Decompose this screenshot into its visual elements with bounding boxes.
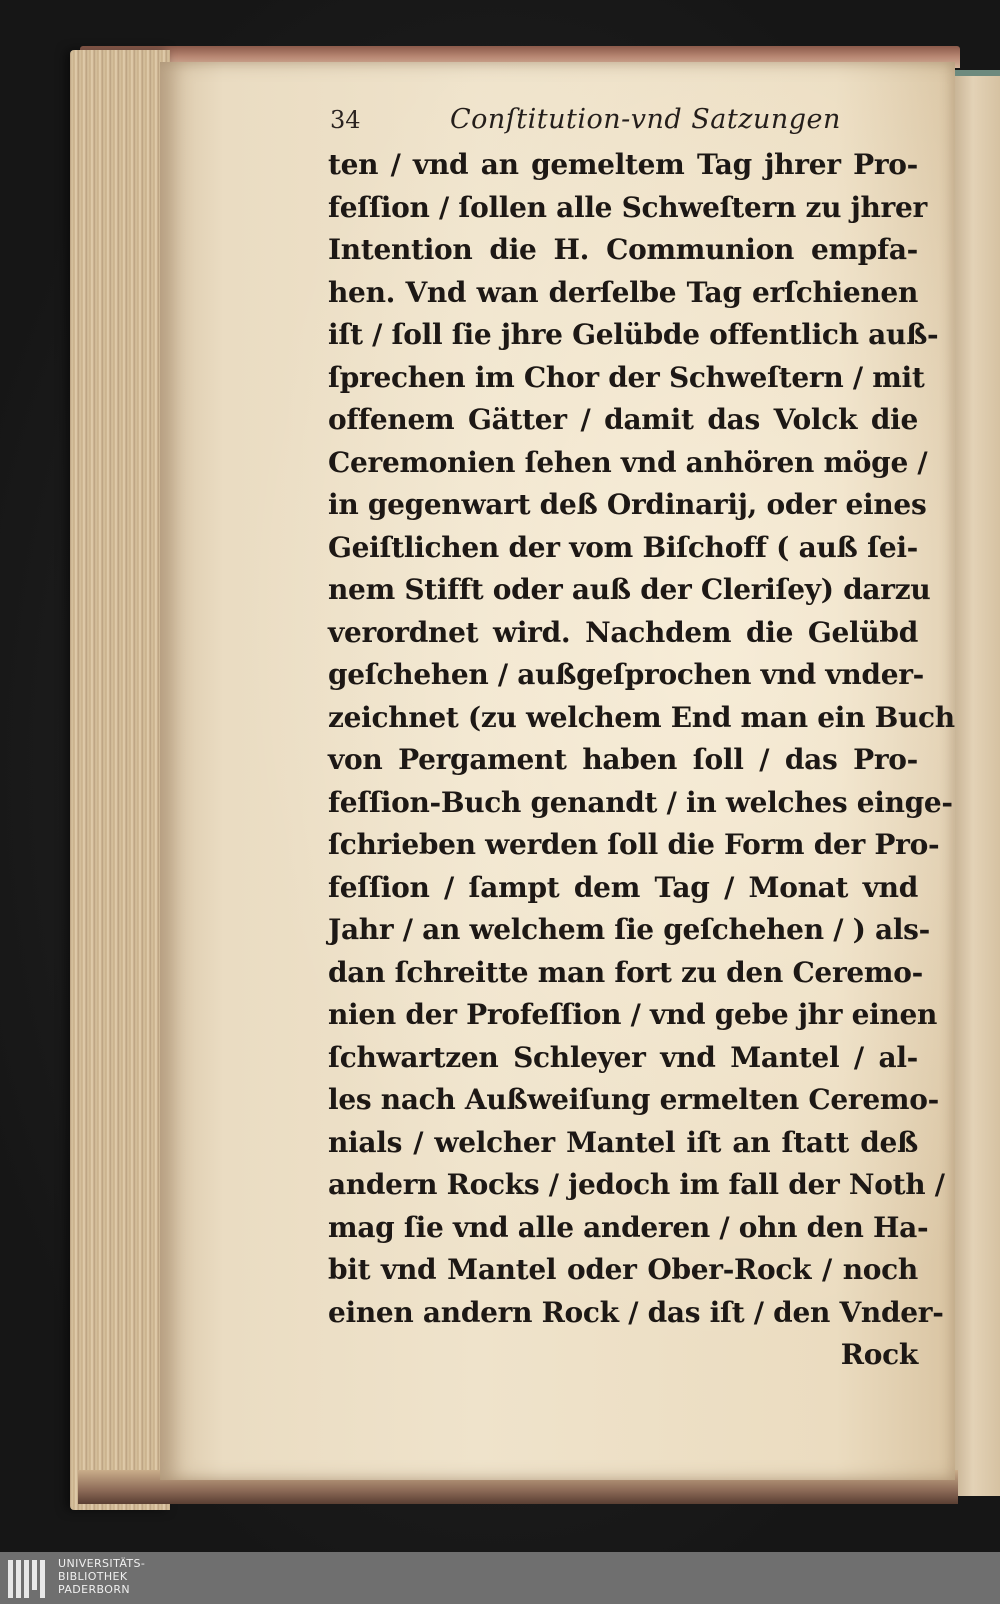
text-line: feſſion / ſollen alle Schweſtern zu jhrer (328, 190, 927, 224)
text-line: ſprechen im Chor der Schweſtern / mit (328, 360, 925, 394)
library-logo-icon (8, 1560, 48, 1598)
text-line: ſchrieben werden ſoll die Form der Pro- (328, 828, 940, 861)
text-line: les nach Außweiſung ermelten Ceremo- (328, 1083, 939, 1116)
text-line: ten / vnd an gemeltem Tag jhrer Pro- (328, 148, 918, 181)
text-block (328, 144, 955, 1377)
text-line: zeichnet (zu welchem End man ein Buch (328, 700, 955, 734)
library-logo-text (58, 1557, 145, 1596)
text-line: von Pergament haben ſoll / das Pro- (328, 743, 918, 776)
book-page (160, 62, 955, 1480)
text-line: iſt / ſoll ſie jhre Gelübde offentlich auß- (328, 318, 939, 351)
text-line: mag ſie vnd alle anderen / ohn den Ha- (328, 1210, 929, 1244)
text-line: Ceremonien ſehen vnd anhören möge / (328, 445, 928, 479)
text-line: nials / welcher Mantel iſt an ſtatt deß (328, 1125, 918, 1159)
logo-line-2: BIBLIOTHEK (58, 1570, 128, 1583)
text-line: hen. Vnd wan derſelbe Tag erſchienen (328, 275, 918, 309)
text-line: nem Stifft oder auß der Cleriſey) darzu (328, 573, 931, 606)
catchword: Rock (840, 1338, 918, 1371)
logo-line-1: UNIVERSITÄTS- (58, 1557, 146, 1570)
text-line: verordnet wird. Nachdem die Gelübd (328, 615, 918, 649)
text-line: in gegenwart deß Ordinarij, oder eines (328, 488, 927, 521)
library-footer (0, 1552, 1000, 1604)
text-line: andern Rocks / jedoch im fall der Noth / (328, 1168, 945, 1201)
text-line: feſſion-Buch genandt / in welches einge- (328, 785, 953, 819)
text-line: feſſion / ſampt dem Tag / Monat vnd (328, 870, 918, 904)
text-line: einen andern Rock / das iſt / den Vnder- (328, 1295, 944, 1329)
page-number: 34 (330, 106, 361, 134)
text-line: Geiſtlichen der vom Biſchoff ( auß ſei- (328, 530, 918, 564)
page-fore-edge (70, 50, 170, 1510)
text-line: ſchwartzen Schleyer vnd Mantel / al- (328, 1040, 918, 1074)
text-line: dan ſchreitte man fort zu den Ceremo- (328, 955, 923, 989)
text-line: geſchehen / außgeſprochen vnd vnder- (328, 658, 924, 691)
facing-page-edge (955, 70, 1000, 1496)
logo-line-3: PADERBORN (58, 1583, 131, 1596)
running-head (330, 102, 950, 142)
text-line: offenem Gätter / damit das Volck die (328, 403, 918, 436)
text-line: Intention die H. Communion empfa- (328, 233, 918, 266)
text-line: bit vnd Mantel oder Ober-Rock / noch (328, 1253, 918, 1286)
text-line: nien der Profeſſion / vnd gebe jhr einen (328, 998, 938, 1031)
running-title: Conſtitution-vnd Satzungen (450, 104, 841, 135)
text-line: Jahr / an welchem ſie geſchehen / ) als- (328, 913, 930, 946)
